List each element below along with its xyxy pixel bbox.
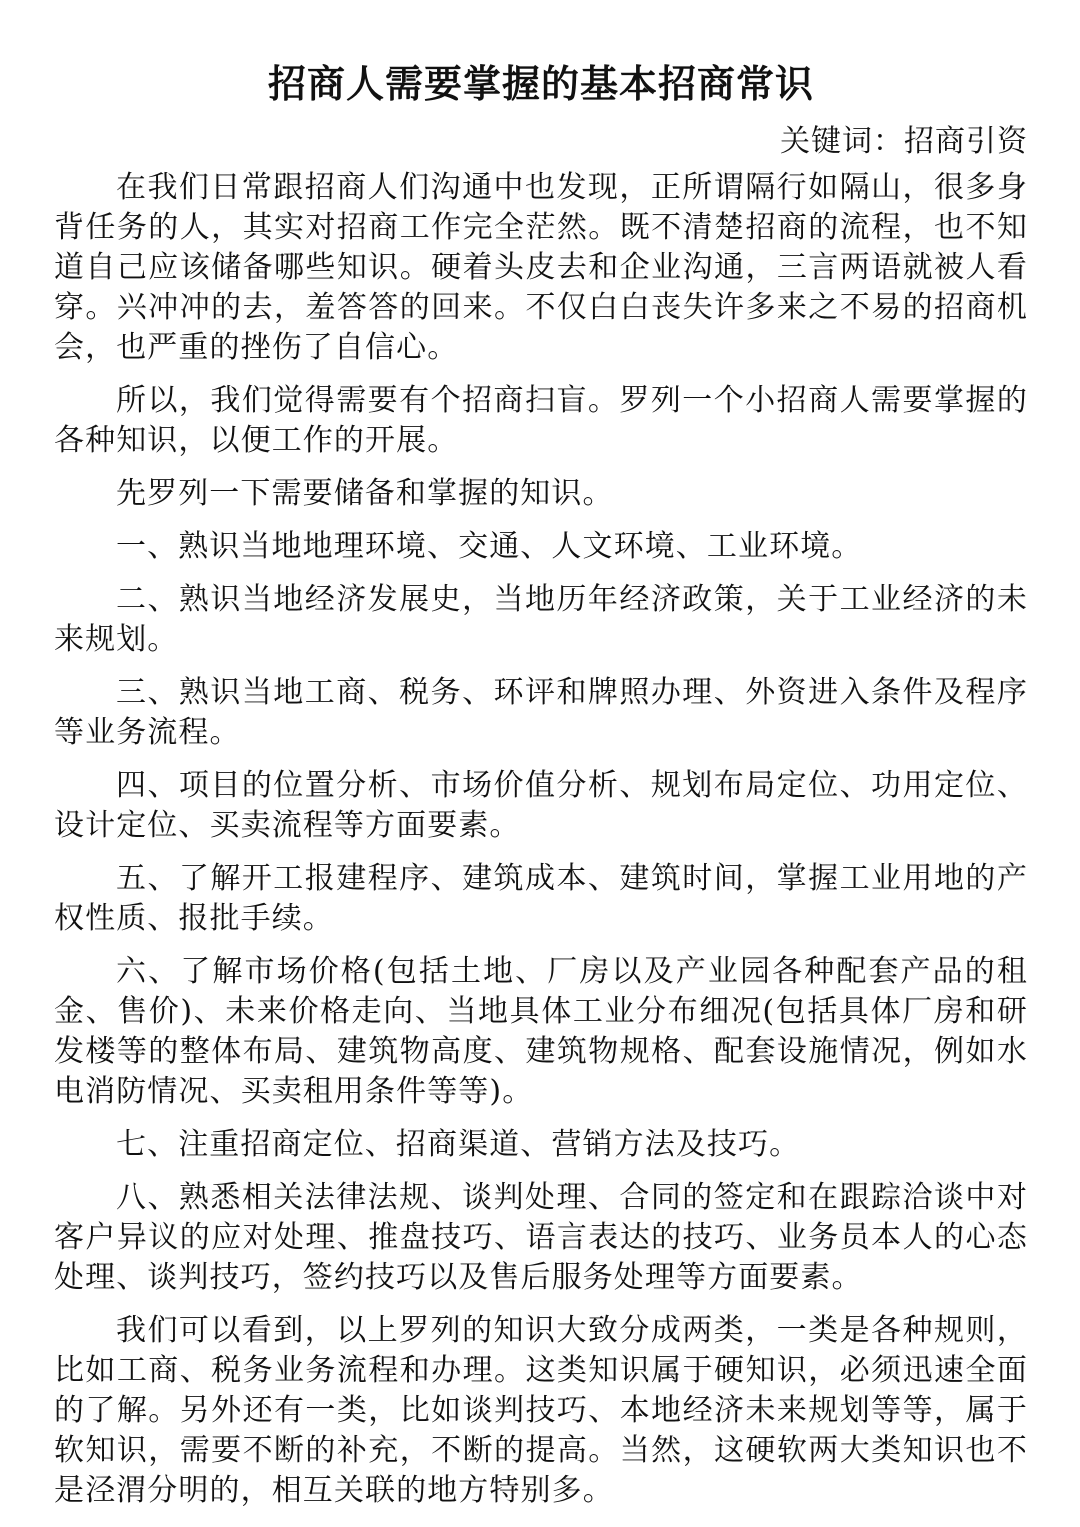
keywords-line: 关键词：招商引资	[780, 124, 1028, 159]
paragraph-item-5: 五、了解开工报建程序、建筑成本、建筑时间，掌握工业用地的产权性质、报批手续。	[54, 861, 1028, 936]
paragraph-item-4: 四、项目的位置分析、市场价值分析、规划布局定位、功用定位、设计定位、买卖流程等方面要素。	[54, 768, 1028, 843]
paragraph-item-8: 八、熟悉相关法律法规、谈判处理、合同的签定和在跟踪洽谈中对客户异议的应对处理、推盘技巧、语言表达的技巧、业务员本人的心态处理、谈判技巧，签约技巧以及售后服务处理等方面要素。	[54, 1180, 1028, 1295]
paragraph-item-2: 二、熟识当地经济发展史，当地历年经济政策，关于工业经济的未来规划。	[54, 582, 1028, 657]
document-body	[54, 168, 1028, 1511]
paragraph-intro: 在我们日常跟招商人们沟通中也发现，正所谓隔行如隔山，很多身背任务的人，其实对招商工作完全茫然。既不清楚招商的流程，也不知道自己应该储备哪些知识。硬着头皮去和企业沟通，三言两语就被人看穿。兴冲冲的去，羞答答的回来。不仅白白丧失许多来之不易的招商机会，也严重的挫伤了自信心。	[54, 170, 1028, 365]
paragraph-item-7: 七、注重招商定位、招商渠道、营销方法及技巧。	[116, 1127, 801, 1162]
paragraph-item-6: 六、了解市场价格(包括土地、厂房以及产业园各种配套产品的租金、售价)、未来价格走向、当地具体工业分布细况(包括具体厂房和研发楼等的整体布局、建筑物高度、建筑物规格、配套设施情况，例如水电消防情况、买卖租用条件等等)。	[54, 954, 1028, 1109]
paragraph-item-1: 一、熟识当地地理环境、交通、人文环境、工业环境。	[116, 529, 863, 564]
paragraph-purpose: 所以，我们觉得需要有个招商扫盲。罗列一个小招商人需要掌握的各种知识，以便工作的开展。	[54, 383, 1028, 458]
paragraph-list-intro: 先罗列一下需要储备和掌握的知识。	[116, 476, 614, 511]
document-title: 招商人需要掌握的基本招商常识	[267, 62, 814, 106]
paragraph-conclusion: 我们可以看到，以上罗列的知识大致分成两类，一类是各种规则，比如工商、税务业务流程和办理。这类知识属于硬知识，必须迅速全面的了解。另外还有一类，比如谈判技巧、本地经济未来规划等等，属于软知识，需要不断的补充，不断的提高。当然，这硬软两大类知识也不是泾渭分明的，相互关联的地方特别多。	[54, 1313, 1028, 1508]
document-page	[54, 56, 1028, 1524]
paragraph-item-3: 三、熟识当地工商、税务、环评和牌照办理、外资进入条件及程序等业务流程。	[54, 675, 1028, 750]
